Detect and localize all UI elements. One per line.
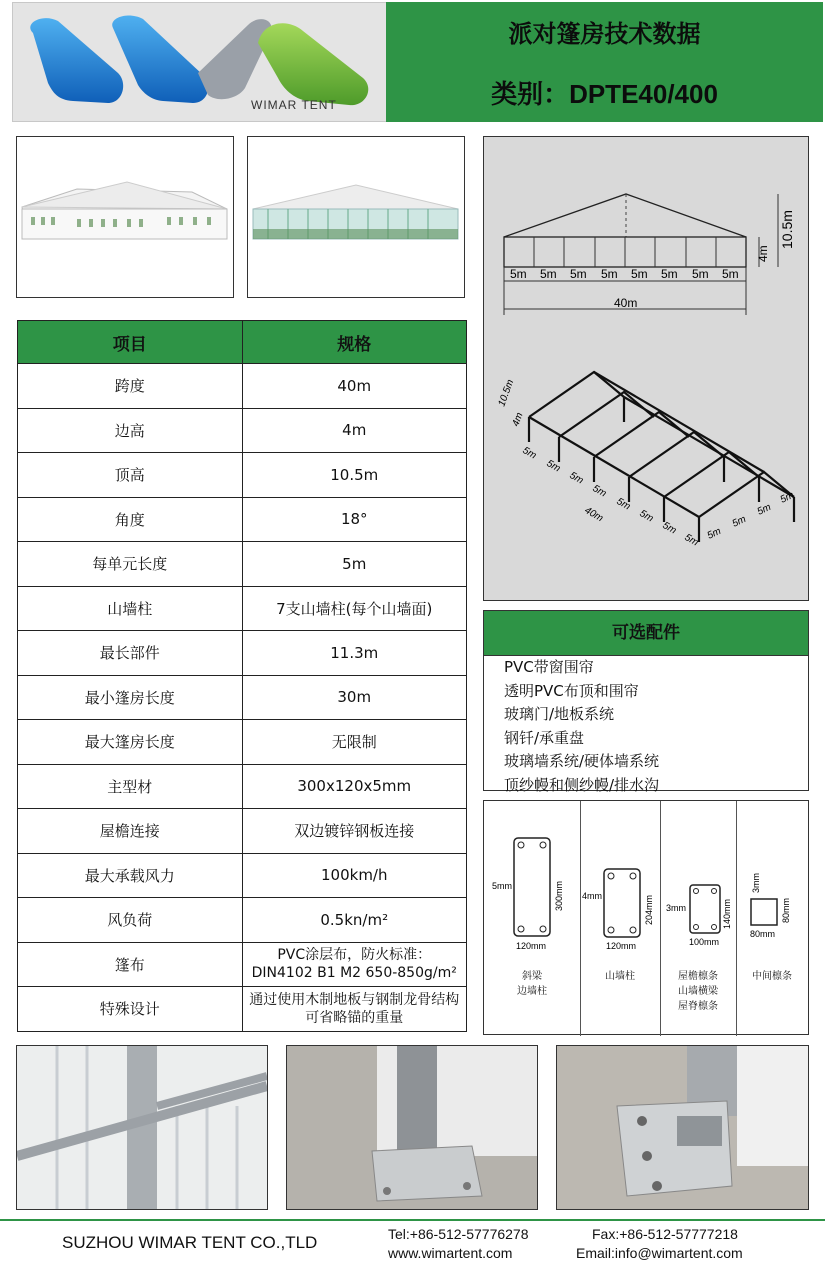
span-label: 40m: [614, 296, 638, 310]
row-value: 30m: [242, 675, 467, 720]
table-header-row: [18, 321, 467, 364]
row-label: 最长部件: [18, 631, 243, 676]
table-row: [18, 364, 467, 409]
row-label: 边高: [18, 408, 243, 453]
options-box: [483, 655, 809, 794]
list-item: 玻璃门/地板系统: [504, 705, 615, 723]
row-value: 40m: [242, 364, 467, 409]
row-value: 10.5m: [242, 453, 467, 498]
interior-frame-photo: [16, 1045, 268, 1210]
special-line-2: 可省略锚的重量: [305, 1009, 404, 1026]
row-label: 山墙柱: [18, 586, 243, 631]
bay-label: 5m: [722, 267, 739, 281]
iso-bay-label: 5m: [705, 525, 723, 542]
row-label: 角度: [18, 497, 243, 542]
email-link[interactable]: Email:info@wimartent.com: [576, 1245, 743, 1261]
wimar-logo-icon: [13, 3, 386, 121]
row-label: 屋檐连接: [18, 809, 243, 854]
profile-height: 140mm: [722, 898, 732, 929]
iso-bay-label: 5m: [637, 508, 656, 525]
list-item: 顶纱幔和侧纱幔/排水沟: [504, 775, 660, 794]
tent-photo-closed: [16, 136, 234, 298]
iso-bay-label: 5m: [730, 513, 748, 530]
table-row: [18, 809, 467, 854]
iso-bay-label: 5m: [778, 489, 796, 506]
row-value-cover: [242, 942, 467, 987]
iso-bay-label: 5m: [614, 496, 633, 513]
profile-section-icon: [751, 899, 777, 925]
special-line-1: 通过使用木制地板与钢制龙骨结构: [249, 991, 460, 1008]
profile-section-icon: [604, 869, 640, 937]
company-name: SUZHOU WIMAR TENT CO.,TLD: [62, 1233, 318, 1252]
iso-bay-label: 5m: [660, 520, 679, 537]
profile-width: 100mm: [689, 937, 720, 947]
profile-height: 80mm: [781, 897, 791, 923]
row-value: 4m: [242, 408, 467, 453]
bay-labels: [510, 267, 739, 281]
profile-width: 80mm: [750, 929, 776, 939]
row-value: 无限制: [242, 720, 467, 765]
tel: Tel:+86-512-57776278: [388, 1226, 529, 1242]
table-row: [18, 586, 467, 631]
profile-label: 中间檩条: [752, 971, 792, 982]
profile-section-icon: [514, 838, 550, 936]
website-link[interactable]: www.wimartent.com: [388, 1245, 513, 1261]
bay-label: 5m: [692, 267, 709, 281]
table-row: [18, 764, 467, 809]
table-row: [18, 853, 467, 898]
base-plate-photo: [286, 1045, 538, 1210]
row-value: 11.3m: [242, 631, 467, 676]
side-height-label: 4m: [756, 245, 770, 262]
tent-photo-glass: [247, 136, 465, 298]
frame-isometric-icon: [529, 372, 794, 542]
profile-thickness: 3mm: [666, 903, 686, 913]
table-row: [18, 497, 467, 542]
profile-height: 300mm: [554, 880, 564, 911]
profile-sections: [483, 800, 809, 1035]
col-item-header: 项目: [18, 321, 243, 364]
row-label: 跨度: [18, 364, 243, 409]
table-row: [18, 453, 467, 498]
iso-bay-label: 5m: [567, 470, 586, 487]
table-row: [18, 631, 467, 676]
base-plate-detail-photo: [556, 1045, 809, 1210]
options-title: 可选配件: [483, 610, 809, 656]
row-label: 特殊设计: [18, 987, 243, 1032]
row-label: 顶高: [18, 453, 243, 498]
bay-label: 5m: [540, 267, 557, 281]
profile-section-icon: [690, 885, 720, 933]
table-row: [18, 898, 467, 943]
table-row: [18, 408, 467, 453]
cover-line-1: PVC涂层布，防火标准：: [277, 947, 432, 964]
profile-height: 204mm: [644, 894, 654, 925]
row-value: 18°: [242, 497, 467, 542]
row-value: 300x120x5mm: [242, 764, 467, 809]
iso-bay-label: 5m: [520, 445, 539, 462]
spec-table: [17, 320, 467, 1032]
row-label: 每单元长度: [18, 542, 243, 587]
bay-label: 5m: [631, 267, 648, 281]
table-row: [18, 987, 467, 1032]
iso-side-height-label: 4m: [510, 411, 526, 429]
iso-bay-label: 5m: [590, 483, 609, 500]
row-label: 最小篷房长度: [18, 675, 243, 720]
profile-thickness: 5mm: [492, 881, 512, 891]
table-row: [18, 542, 467, 587]
row-value-special: [242, 987, 467, 1032]
profile-label: 屋檐檩条 山墙横梁 屋脊檩条: [678, 971, 718, 1012]
row-value: 5m: [242, 542, 467, 587]
profile-label: 斜梁 边墙柱: [517, 971, 547, 997]
profile-width: 120mm: [606, 941, 637, 951]
row-value: 100km/h: [242, 853, 467, 898]
options-list: [484, 656, 808, 797]
list-item: 钢钎/承重盘: [504, 728, 585, 747]
bay-label: 5m: [570, 267, 587, 281]
bay-label: 5m: [601, 267, 618, 281]
iso-span-label: 40m: [582, 505, 605, 525]
logo: [12, 2, 387, 122]
profile-width: 120mm: [516, 941, 547, 951]
table-row: [18, 675, 467, 720]
fax: Fax:+86-512-57777218: [592, 1226, 738, 1242]
table-row: [18, 942, 467, 987]
col-spec-header: 规格: [242, 321, 467, 364]
iso-ridge-height-label: 10.5m: [496, 378, 517, 409]
svg-text:WIMAR TENT: WIMAR TENT: [251, 98, 337, 112]
bay-label: 5m: [661, 267, 678, 281]
row-label: 最大承载风力: [18, 853, 243, 898]
list-item: 玻璃墙系统/硬体墙系统: [504, 752, 660, 770]
list-item: 透明PVC布顶和围帘: [504, 681, 639, 700]
ridge-height-label: 10.5m: [779, 210, 795, 249]
cover-line-2: DIN4102 B1 M2 650-850g/m²: [251, 965, 457, 982]
table-row: [18, 720, 467, 765]
structure-diagram: [483, 136, 809, 601]
profile-thickness: 3mm: [751, 873, 761, 893]
row-value: 0.5kn/m²: [242, 898, 467, 943]
profile-thickness: 4mm: [582, 891, 602, 901]
row-label: 风负荷: [18, 898, 243, 943]
iso-bay-label: 5m: [682, 532, 701, 549]
row-value: 7支山墙柱(每个山墙面): [242, 586, 467, 631]
bay-label: 5m: [510, 267, 527, 281]
page-title: 派对篷房技术数据: [508, 20, 701, 48]
row-label: 主型材: [18, 764, 243, 809]
row-label: 篷布: [18, 942, 243, 987]
category-code: 类别：DPTE40/400: [491, 79, 718, 109]
iso-bay-label: 5m: [544, 458, 563, 475]
iso-bay-label: 5m: [755, 501, 773, 518]
list-item: PVC带窗围帘: [504, 658, 594, 676]
profile-label: 山墙柱: [605, 971, 635, 982]
row-label: 最大篷房长度: [18, 720, 243, 765]
row-value: 双边镀锌钢板连接: [242, 809, 467, 854]
